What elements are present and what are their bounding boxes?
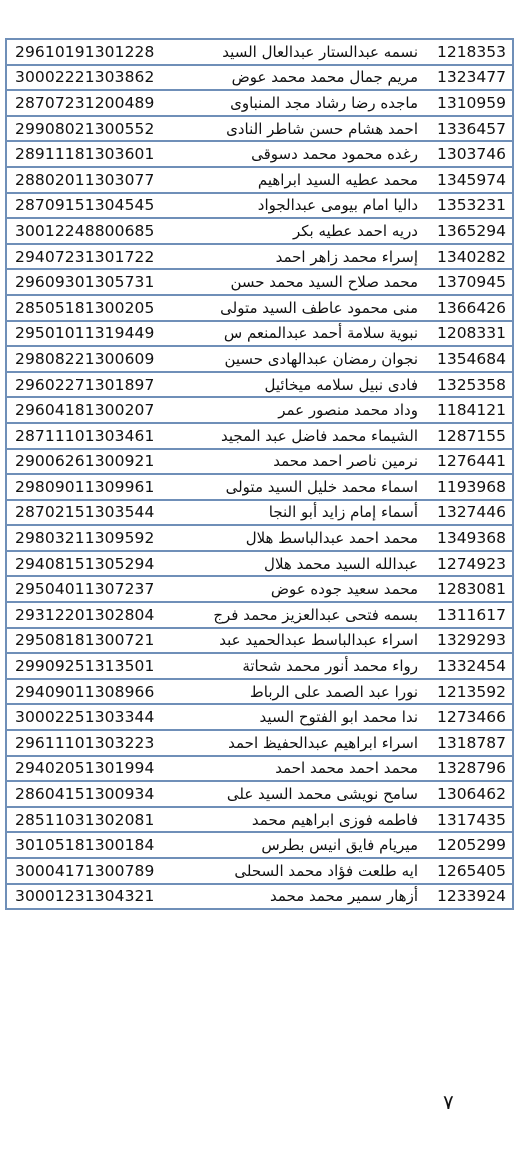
national-id-cell: 29408151305294 [15,554,155,573]
code-cell: 1273466 [436,708,506,727]
name-cell: أزهار سمير محمد محمد [269,887,418,906]
code-cell: 1208331 [436,324,506,343]
table-row [7,833,512,859]
national-id-cell: 30002221303862 [15,68,155,87]
name-cell: اسراء عبدالباسط عبدالحميد عبد [219,631,418,650]
table-row [7,322,512,348]
national-id-cell: 28802011303077 [15,170,155,189]
table-row [7,117,512,143]
table-row [7,219,512,245]
table-row [7,501,512,527]
name-cell: بسمه فتحى عبدالعزيز محمد فرج [213,605,418,624]
national-id-cell: 29006261300921 [15,452,155,471]
code-cell: 1370945 [436,273,506,292]
national-id-cell: 30012248800685 [15,221,155,240]
table-row [7,680,512,706]
code-cell: 1287155 [436,426,506,445]
national-id-cell: 28511031302081 [15,810,155,829]
national-id-cell: 29808221300609 [15,349,155,368]
table-row [7,475,512,501]
code-cell: 1317435 [436,810,506,829]
code-cell: 1265405 [436,861,506,880]
table-row [7,526,512,552]
table-row [7,859,512,885]
table-row [7,885,512,911]
national-id-cell: 29604181300207 [15,401,155,420]
national-id-cell: 29803211309592 [15,529,155,548]
table-row [7,168,512,194]
code-cell: 1233924 [436,887,506,906]
table-row [7,603,512,629]
code-cell: 1323477 [436,68,506,87]
name-cell: عبدالله السيد محمد هلال [264,554,418,573]
national-id-cell: 30105181300184 [15,836,155,855]
name-cell: رواء محمد أنور محمد شحاتة [242,657,418,676]
table-row [7,245,512,271]
national-id-cell: 29402051301994 [15,759,155,778]
name-cell: نجوان رمضان عبدالهادى حسين [224,349,418,368]
name-cell: محمد صلاح السيد محمد حسن [230,273,418,292]
name-cell: ندا محمد ابو الفتوح السيد [259,708,418,727]
name-cell: نورا عبد الصمد على الرباط [249,682,418,701]
table-row [7,296,512,322]
code-cell: 1328796 [436,759,506,778]
name-cell: ميريام فايق انيس بطرس [261,836,418,855]
code-cell: 1365294 [436,221,506,240]
national-id-cell: 29312201302804 [15,605,155,624]
table-row [7,782,512,808]
name-cell: أسماء إمام زايد أبو النجا [268,503,418,522]
national-id-cell: 29501011319449 [15,324,155,343]
table-row [7,373,512,399]
code-cell: 1340282 [436,247,506,266]
national-id-cell: 29610191301228 [15,42,155,61]
table-row [7,347,512,373]
name-cell: رغده محمود محمد دسوقى [251,145,418,164]
national-id-cell: 30004171300789 [15,861,155,880]
national-id-cell: 28911181303601 [15,145,155,164]
table-row [7,450,512,476]
national-id-cell: 29407231301722 [15,247,155,266]
national-id-cell: 29809011309961 [15,477,155,496]
name-cell: ايه طلعت فؤاد محمد السحلى [234,861,418,880]
name-cell: محمد احمد محمد احمد [275,759,418,778]
national-id-cell: 30001231304321 [15,887,155,906]
code-cell: 1184121 [436,401,506,420]
table-row [7,398,512,424]
table-row [7,91,512,117]
name-cell: محمد عطيه السيد ابراهيم [257,170,418,189]
name-cell: احمد هشام حسن شاطر النادى [226,119,418,138]
table-row [7,808,512,834]
employee-table [5,38,514,910]
national-id-cell: 28709151304545 [15,196,155,215]
name-cell: الشيماء محمد فاضل عبد المجيد [221,426,418,445]
name-cell: دريه احمد عطيه بكر [293,221,418,240]
code-cell: 1327446 [436,503,506,522]
code-cell: 1345974 [436,170,506,189]
code-cell: 1354684 [436,349,506,368]
name-cell: مريم جمال محمد محمد عوض [231,68,418,87]
name-cell: داليا امام بيومى عبدالجواد [257,196,418,215]
code-cell: 1349368 [436,529,506,548]
table-row [7,552,512,578]
code-cell: 1336457 [436,119,506,138]
national-id-cell: 29609301305731 [15,273,155,292]
table-row [7,629,512,655]
table-row [7,270,512,296]
code-cell: 1310959 [436,93,506,112]
national-id-cell: 28711101303461 [15,426,155,445]
name-cell: نسمه عبدالستار عبدالعال السيد [222,42,418,61]
table-row [7,40,512,66]
national-id-cell: 28604151300934 [15,785,155,804]
code-cell: 1318787 [436,733,506,752]
national-id-cell: 29508181300721 [15,631,155,650]
table-row [7,194,512,220]
national-id-cell: 29909251313501 [15,657,155,676]
table-row [7,654,512,680]
national-id-cell: 28505181300205 [15,298,155,317]
code-cell: 1218353 [436,42,506,61]
table-row [7,731,512,757]
name-cell: سامح نويشى محمد السيد على [226,785,418,804]
name-cell: نرمين ناصر احمد محمد [273,452,418,471]
table-row [7,705,512,731]
code-cell: 1353231 [436,196,506,215]
national-id-cell: 29504011307237 [15,580,155,599]
name-cell: فاطمه فوزى ابراهيم محمد [251,810,418,829]
national-id-cell: 30002251303344 [15,708,155,727]
name-cell: اسراء ابراهيم عبدالحفيظ احمد [228,733,418,752]
name-cell: وداد محمد منصور عمر [278,401,418,420]
name-cell: ماجده رضا رشاد مجد المنباوى [230,93,418,112]
code-cell: 1306462 [436,785,506,804]
code-cell: 1276441 [436,452,506,471]
code-cell: 1329293 [436,631,506,650]
table-row [7,577,512,603]
national-id-cell: 29611101303223 [15,733,155,752]
code-cell: 1366426 [436,298,506,317]
name-cell: محمد احمد عبدالباسط هلال [245,529,418,548]
name-cell: اسماء محمد خليل السيد متولى [225,477,418,496]
code-cell: 1325358 [436,375,506,394]
code-cell: 1332454 [436,657,506,676]
national-id-cell: 28707231200489 [15,93,155,112]
code-cell: 1193968 [436,477,506,496]
code-cell: 1213592 [436,682,506,701]
name-cell: نبوية سلامة أحمد عبدالمنعم س [223,324,418,343]
name-cell: إسراء محمد زاهر احمد [275,247,418,266]
table-row [7,66,512,92]
national-id-cell: 29409011308966 [15,682,155,701]
national-id-cell: 28702151303544 [15,503,155,522]
table-row [7,757,512,783]
code-cell: 1283081 [436,580,506,599]
table-row [7,142,512,168]
code-cell: 1205299 [436,836,506,855]
table-row [7,424,512,450]
code-cell: 1311617 [436,605,506,624]
name-cell: فادى نبيل سلامه ميخائيل [264,375,418,394]
name-cell: منى محمود عاطف السيد متولى [220,298,418,317]
national-id-cell: 29602271301897 [15,375,155,394]
name-cell: محمد سعيد جوده عوض [270,580,418,599]
national-id-cell: 29908021300552 [15,119,155,138]
page-number: ٧ [443,1090,454,1114]
code-cell: 1303746 [436,145,506,164]
code-cell: 1274923 [436,554,506,573]
